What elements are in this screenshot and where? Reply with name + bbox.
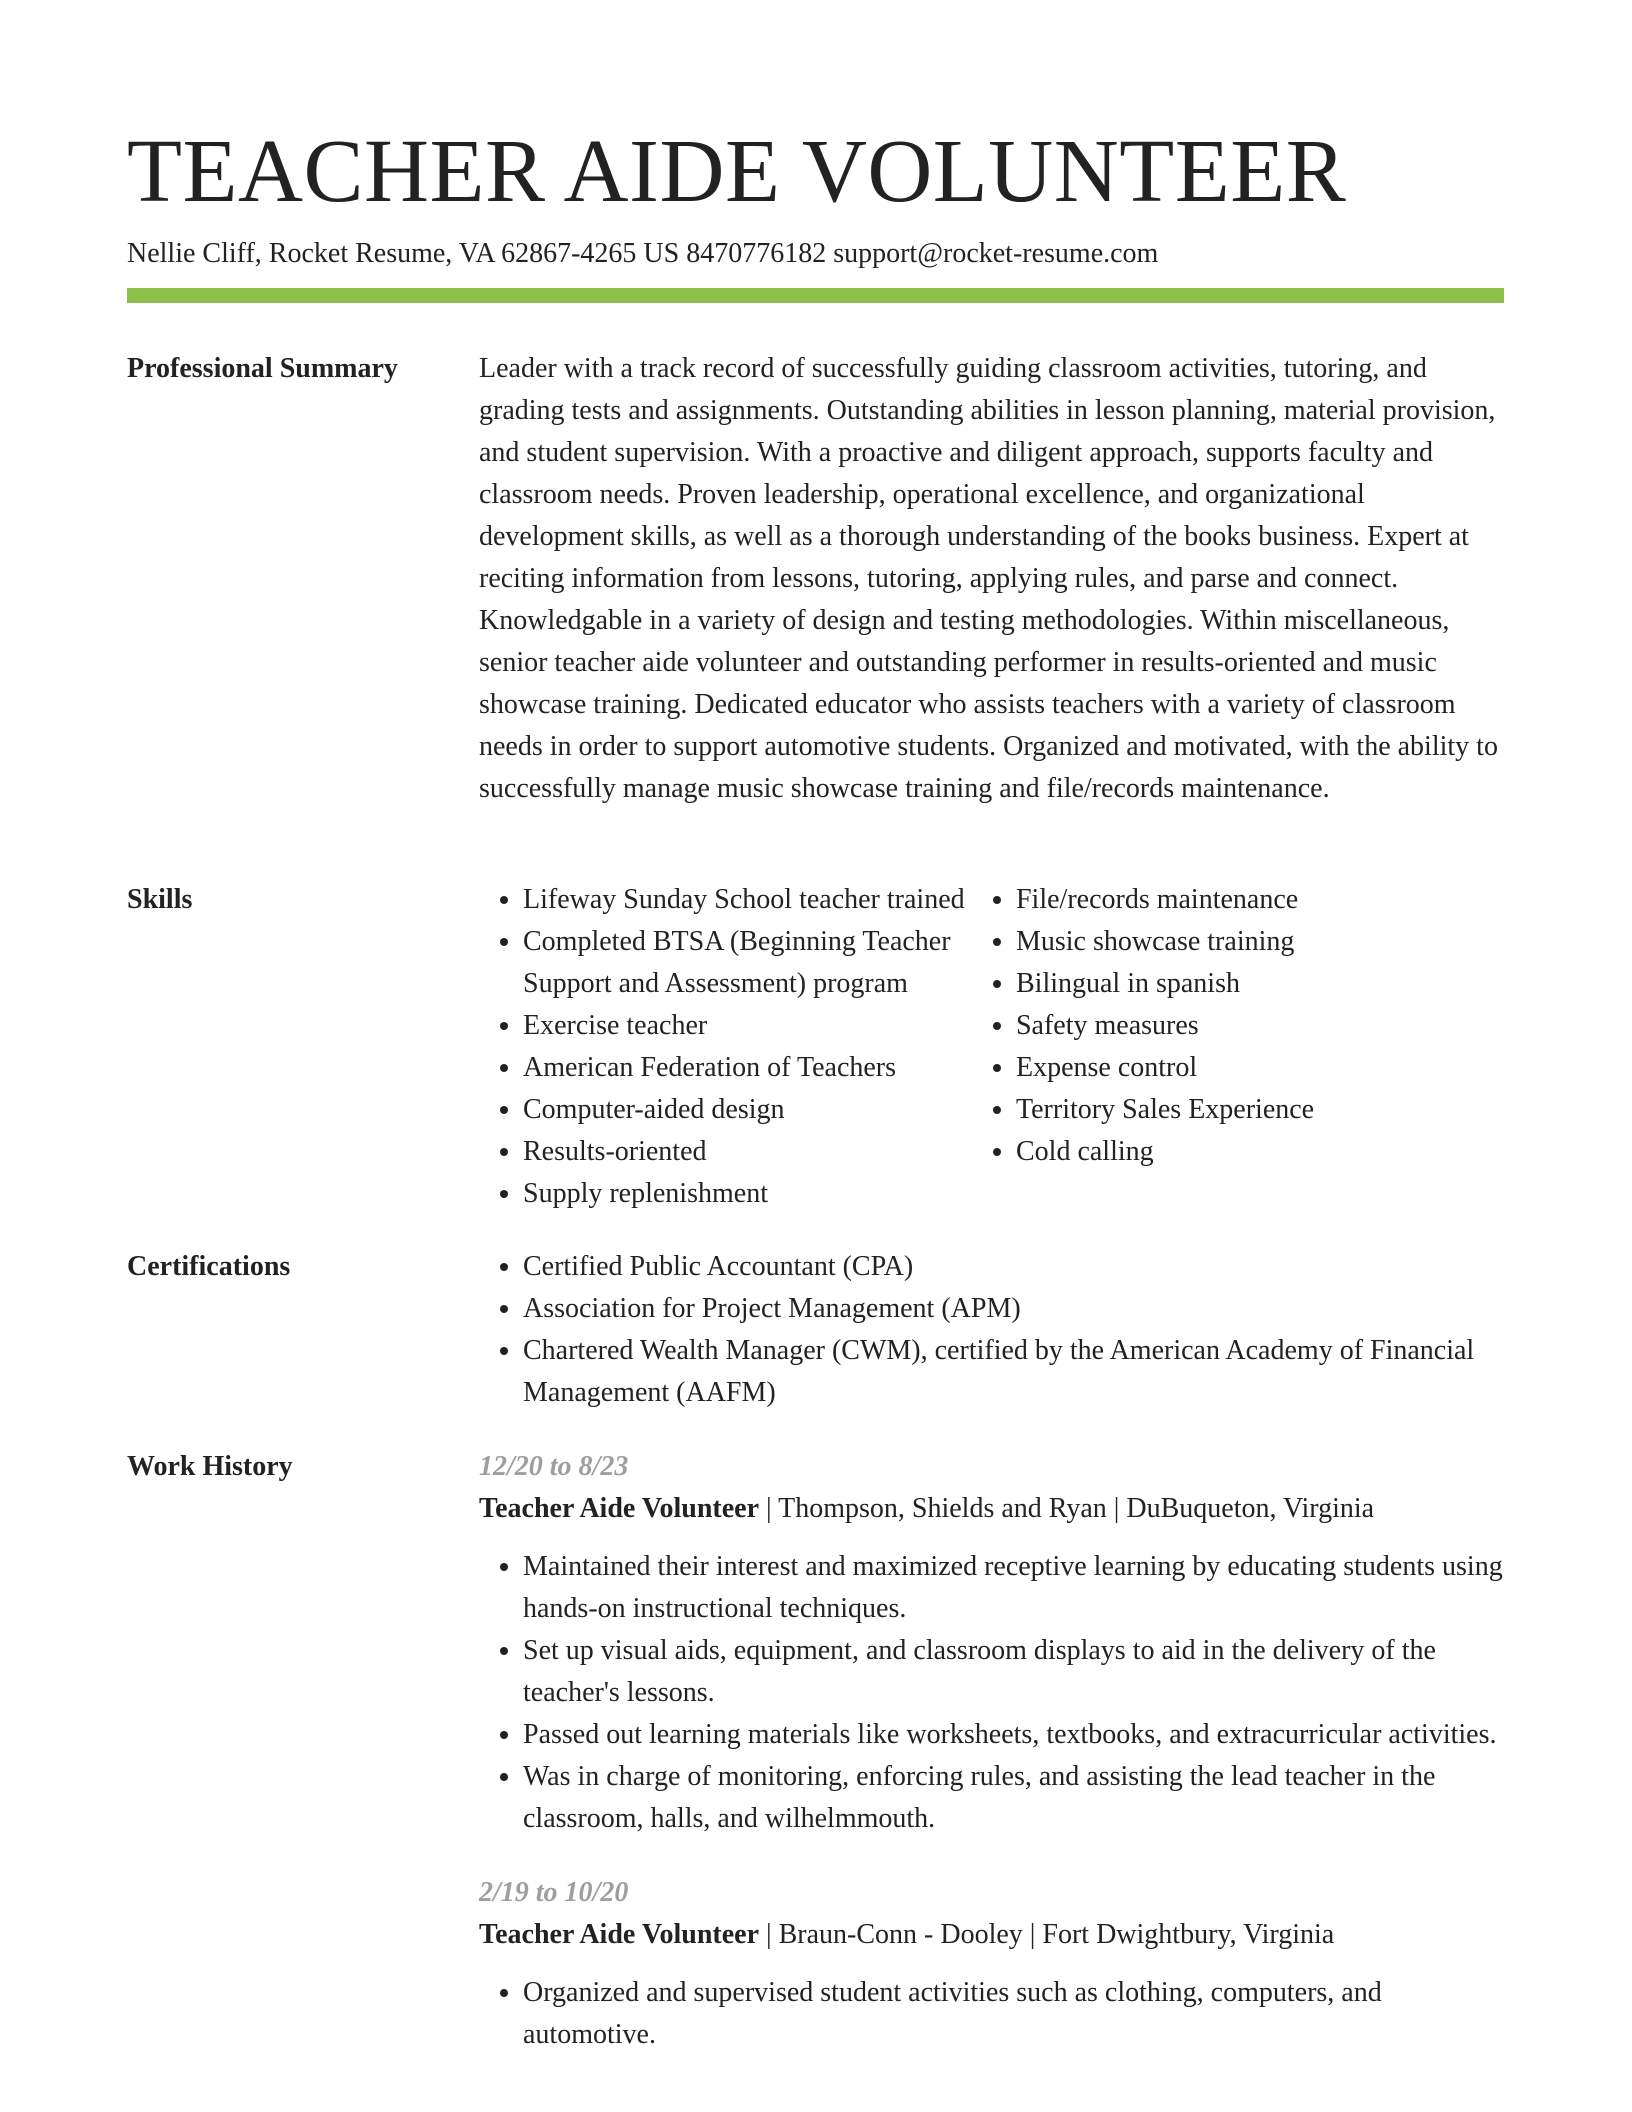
job-bullet-list: [479, 1972, 1504, 2056]
job-bullet: • Set up visual aids, equipment, and classroom displays to aid in the delivery of the teacher's lessons.: [523, 1630, 1504, 1714]
skill-item: • Cold calling: [1016, 1131, 1504, 1173]
job-details: | Braun-Conn - Dooley | Fort Dwightbury, Virginia: [759, 1919, 1335, 1950]
job-heading: [479, 1914, 1504, 1956]
certifications-body: [479, 1246, 1504, 1414]
job-dates: 2/19 to 10/20: [479, 1877, 629, 1908]
job-entry: [479, 1872, 1504, 2056]
skill-item: • Results-oriented: [523, 1131, 972, 1173]
skills-columns: [479, 879, 1504, 1215]
section-title-work-history: Work History: [127, 1451, 293, 1482]
certification-item: • Certified Public Accountant (CPA): [523, 1246, 1504, 1288]
contact-line: Nellie Cliff, Rocket Resume, VA 62867-4265 US 8470776182 support@rocket-resume.com: [127, 238, 1159, 269]
skills-list-right: [972, 879, 1504, 1215]
skills-body: [479, 879, 1504, 1215]
skill-item: • Bilingual in spanish: [1016, 963, 1504, 1005]
skill-item: • Expense control: [1016, 1047, 1504, 1089]
certification-item: • Chartered Wealth Manager (CWM), certified by the American Academy of Financial Management (AAFM): [523, 1330, 1504, 1414]
resume-name-heading: TEACHER AIDE VOLUNTEER: [127, 122, 1347, 221]
certifications-list: [479, 1246, 1504, 1414]
skills-list-left: [479, 879, 972, 1215]
summary-body: [479, 348, 1504, 810]
summary-text: Leader with a track record of successfully guiding classroom activities, tutoring, and grading tests and assignments. Outstanding abilities in lesson planning, material provision, and student supervision. With a proactive and diligent approach, supports faculty and classroom needs. Proven leadership, operational excellence, and organizational development skills, as well as a thorough understanding of the books business. Expert at reciting information from lessons, tutoring, applying rules, and parse and connect. Knowledgable in a variety of design and testing methodologies. Within miscellaneous, senior teacher aide volunteer and outstanding performer in results-oriented and music showcase training. Dedicated educator who assists teachers with a variety of classroom needs in order to support automotive students. Organized and motivated, with the ability to successfully manage music showcase training and file/records maintenance.: [479, 353, 1498, 804]
job-title: Teacher Aide Volunteer: [479, 1493, 760, 1524]
skill-item: • File/records maintenance: [1016, 879, 1504, 921]
skill-item: • Territory Sales Experience: [1016, 1089, 1504, 1131]
job-bullet: • Passed out learning materials like worksheets, textbooks, and extracurricular activities.: [523, 1714, 1504, 1756]
job-details: | Thompson, Shields and Ryan | DuBuqueton, Virginia: [759, 1493, 1375, 1524]
job-dates: 12/20 to 8/23: [479, 1451, 629, 1482]
job-heading: [479, 1488, 1504, 1530]
section-work-history: [127, 1446, 1504, 2056]
skill-item: • American Federation of Teachers: [523, 1047, 972, 1089]
job-bullet-list: [479, 1546, 1504, 1840]
section-professional-summary: [127, 348, 1504, 810]
job-bullet: • Was in charge of monitoring, enforcing rules, and assisting the lead teacher in the classroom, halls, and wilhelmmouth.: [523, 1756, 1504, 1840]
skill-item: • Music showcase training: [1016, 921, 1504, 963]
section-certifications: [127, 1246, 1504, 1414]
skill-item: • Completed BTSA (Beginning Teacher Support and Assessment) program: [523, 921, 972, 1005]
skill-item: • Lifeway Sunday School teacher trained: [523, 879, 972, 921]
job-bullet: • Maintained their interest and maximized receptive learning by educating students using hands-on instructional techniques.: [523, 1546, 1504, 1630]
job-bullet: • Organized and supervised student activities such as clothing, computers, and automotive.: [523, 1972, 1504, 2056]
skill-item: • Computer-aided design: [523, 1089, 972, 1131]
job-title: Teacher Aide Volunteer: [479, 1919, 760, 1950]
skill-item: • Supply replenishment: [523, 1173, 972, 1215]
section-title-certifications: Certifications: [127, 1251, 291, 1282]
section-title-summary: Professional Summary: [127, 353, 398, 384]
work-history-body: [479, 1446, 1504, 2056]
skill-item: • Exercise teacher: [523, 1005, 972, 1047]
section-skills: [127, 879, 1504, 1215]
skill-item: • Safety measures: [1016, 1005, 1504, 1047]
certification-item: • Association for Project Management (APM): [523, 1288, 1504, 1330]
header-accent-rule: [127, 288, 1504, 303]
resume-page: [127, 0, 1504, 2050]
job-entry: [479, 1446, 1504, 1840]
section-title-skills: Skills: [127, 884, 193, 915]
